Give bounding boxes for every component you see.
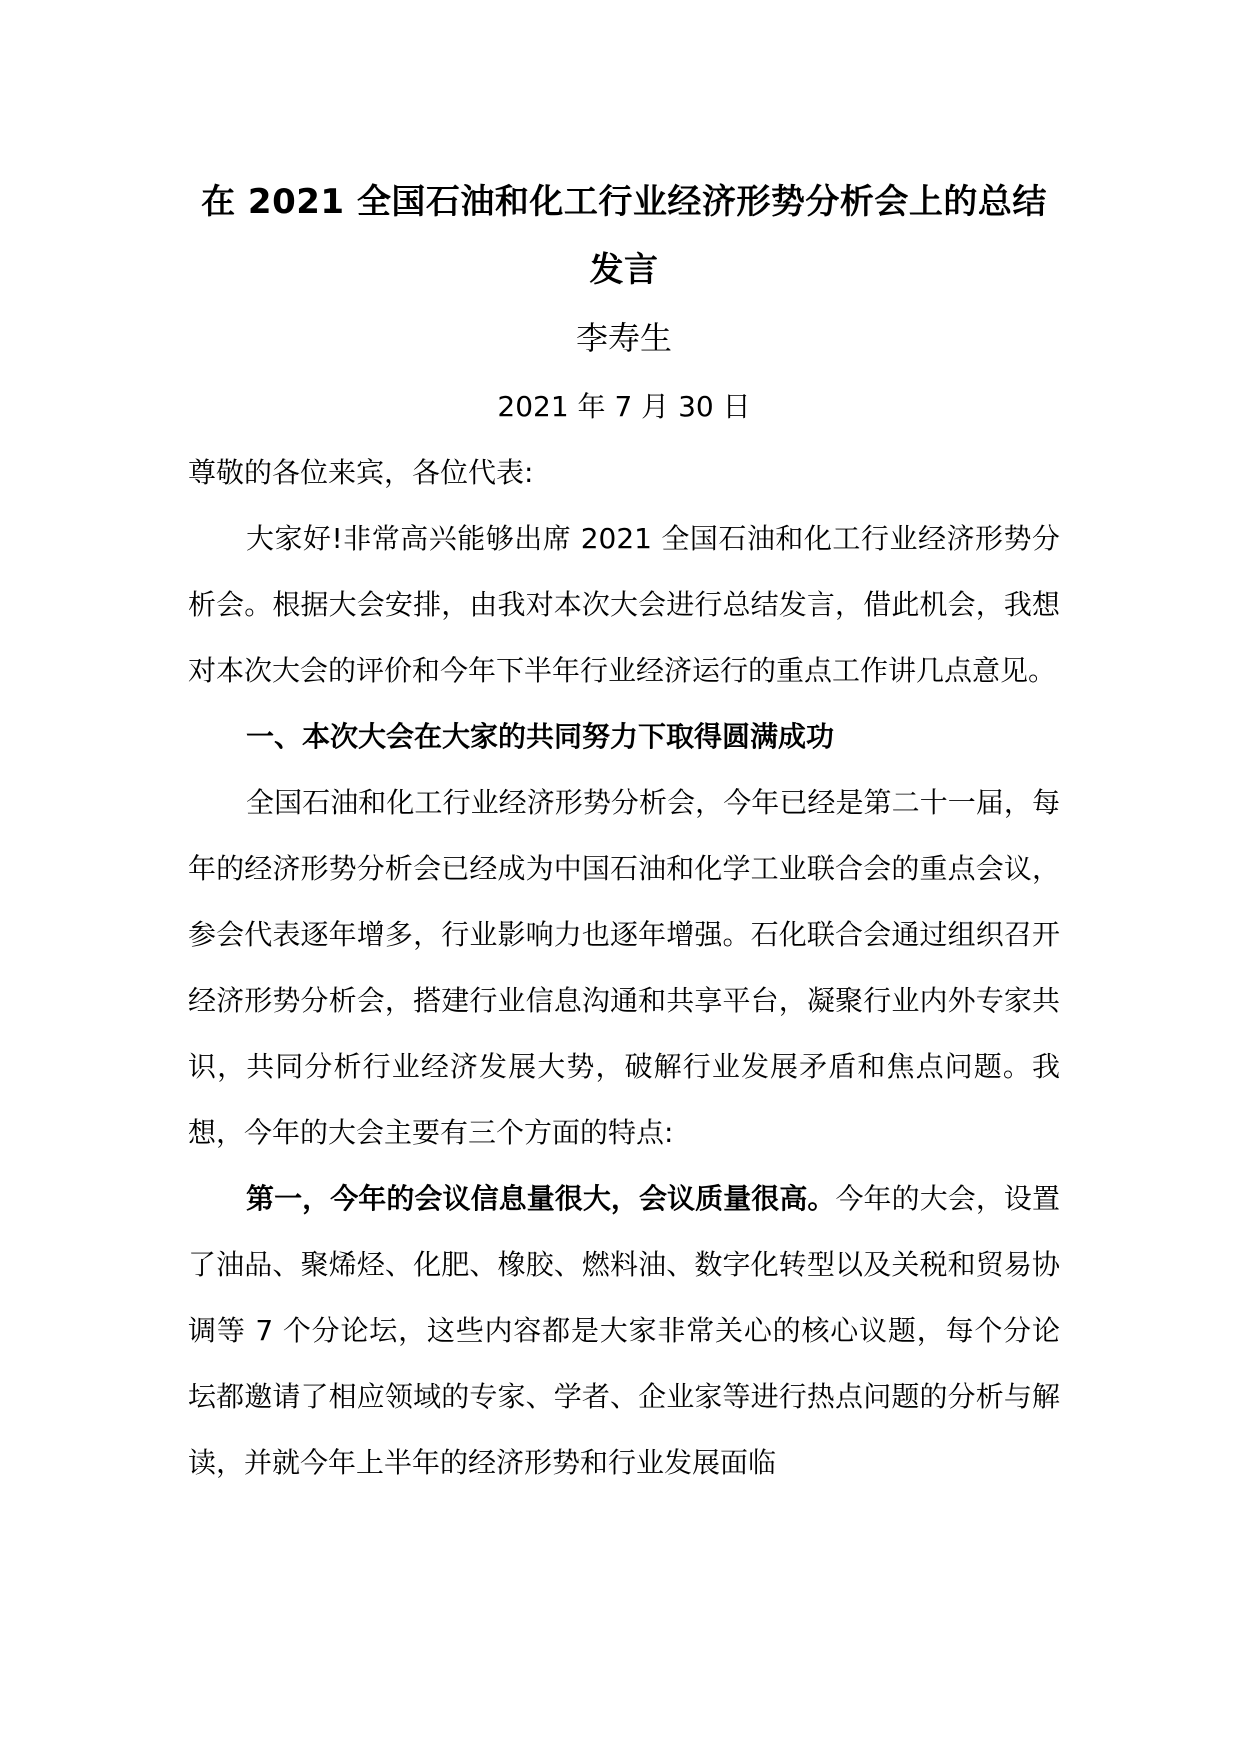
- opening-paragraph: 大家好!非常高兴能够出席 2021 全国石油和化工行业经济形势分析会。根据大会安排，由我对本次大会进行总结发言，借此机会，我想对本次大会的评价和今年下半年行业经济运行的重点工作讲几点意见。: [188, 522, 1060, 687]
- point-1-paragraph: [188, 1166, 1060, 1496]
- salutation: 尊敬的各位来宾，各位代表:: [188, 456, 534, 489]
- point-1-body: 今年的大会，设置了油品、聚烯烃、化肥、橡胶、燃料油、数字化转型以及关税和贸易协调等 7 个分论坛，这些内容都是大家非常关心的核心议题，每个分论坛都邀请了相应领域的专家、学者、企业家等进行热点问题的分析与解读，并就今年上半年的经济形势和行业发展面临: [188, 1182, 1060, 1479]
- section-heading-1: 一、本次大会在大家的共同努力下取得圆满成功: [246, 720, 835, 753]
- document-body: [188, 168, 1060, 1496]
- author-name: 李寿生: [575, 319, 672, 357]
- document-title: 在 2021 全国石油和化工行业经济形势分析会上的总结发言: [201, 182, 1047, 290]
- section-1-paragraph: 全国石油和化工行业经济形势分析会，今年已经是第二十一届，每年的经济形势分析会已经成为中国石油和化学工业联合会的重点会议，参会代表逐年增多，行业影响力也逐年增强。石化联合会通过组织召开经济形势分析会，搭建行业信息沟通和共享平台，凝聚行业内外专家共识，共同分析行业经济发展大势，破解行业发展矛盾和焦点问题。我想，今年的大会主要有三个方面的特点:: [188, 786, 1060, 1149]
- speech-date: 2021 年 7 月 30 日: [497, 390, 751, 423]
- point-1-lead: 第一，今年的会议信息量很大，会议质量很高。: [246, 1182, 836, 1215]
